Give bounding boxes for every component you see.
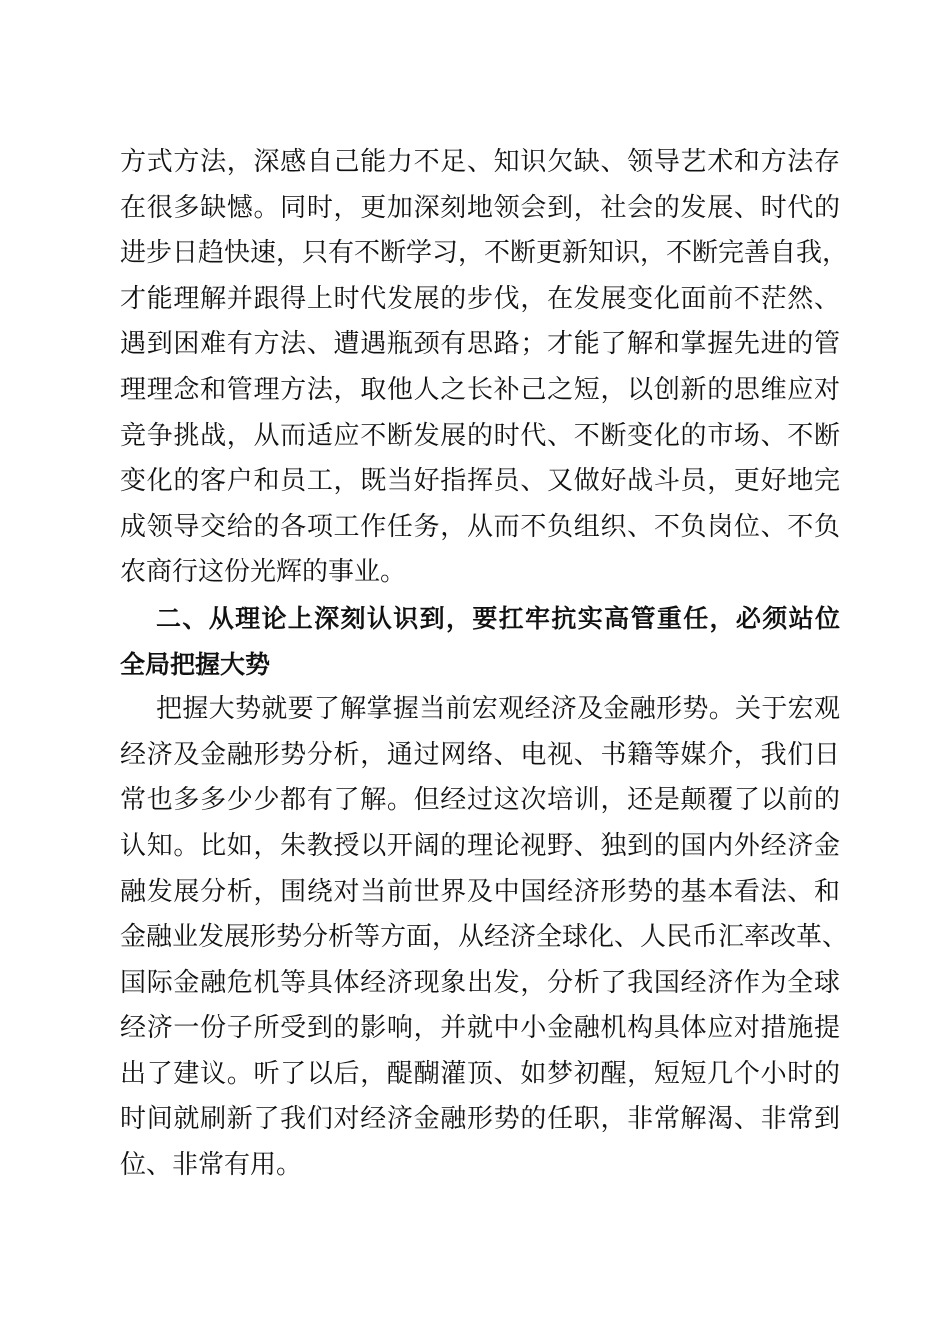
paragraph-line: 经济一份子所受到的影响，并就中小金融机构具体应对措施提: [120, 1013, 840, 1044]
paragraph-line: 金融业发展形势分析等方面，从经济全球化、人民币汇率改革、: [120, 922, 849, 953]
paragraph-line: 位、非常有用。: [120, 1150, 303, 1181]
paragraph-line: 才能理解并跟得上时代发展的步伐，在发展变化面前不茫然、: [120, 283, 840, 314]
paragraph-continuation: [120, 140, 849, 596]
paragraph-line: 出了建议。听了以后，醍醐灌顶、如梦初醒，短短几个小时的: [120, 1058, 840, 1089]
paragraph-line: 常也多多少少都有了解。但经过这次培训，还是颠覆了以前的: [120, 785, 840, 816]
heading-line: 二、从理论上深刻认识到，要扛牢抗实高管重任，必须站位: [156, 603, 840, 633]
paragraph-line: 融发展分析，围绕对当前世界及中国经济形势的基本看法、和: [120, 876, 840, 907]
paragraph-line: 方式方法，深感自己能力不足、知识欠缺、领导艺术和方法存: [120, 147, 840, 177]
paragraph-line: 遇到困难有方法、遭遇瓶颈有思路；才能了解和掌握先进的管: [120, 329, 840, 360]
paragraph-line: 竞争挑战，从而适应不断发展的时代、不断变化的市场、不断: [120, 420, 840, 451]
paragraph-line: 认知。比如，朱教授以开阔的理论视野、独到的国内外经济金: [120, 830, 840, 861]
paragraph-line: 在很多缺憾。同时，更加深刻地领会到，社会的发展、时代的: [120, 192, 840, 223]
paragraph-line: 理理念和管理方法，取他人之长补己之短，以创新的思维应对: [120, 374, 840, 405]
paragraph-line: 国际金融危机等具体经济现象出发，分析了我国经济作为全球: [120, 967, 840, 998]
paragraph-line: 经济及金融形势分析，通过网络、电视、书籍等媒介，我们日: [120, 739, 840, 770]
paragraph-line: 农商行这份光辉的事业。: [120, 557, 407, 588]
section-heading: [120, 596, 840, 687]
heading-line: 全局把握大势: [120, 649, 271, 679]
document-body: [120, 140, 849, 1189]
paragraph-line: 时间就刷新了我们对经济金融形势的任职，非常解渴、非常到: [120, 1104, 840, 1135]
paragraph-line: 进步日趋快速，只有不断学习，不断更新知识，不断完善自我，: [120, 238, 849, 269]
paragraph-body: [120, 687, 849, 1189]
paragraph-line: 变化的客户和员工，既当好指挥员、又做好战斗员，更好地完: [120, 466, 840, 497]
paragraph-line: 成领导交给的各项工作任务，从而不负组织、不负岗位、不负: [120, 511, 840, 542]
paragraph-line: 把握大势就要了解掌握当前宏观经济及金融形势。关于宏观: [156, 694, 840, 725]
